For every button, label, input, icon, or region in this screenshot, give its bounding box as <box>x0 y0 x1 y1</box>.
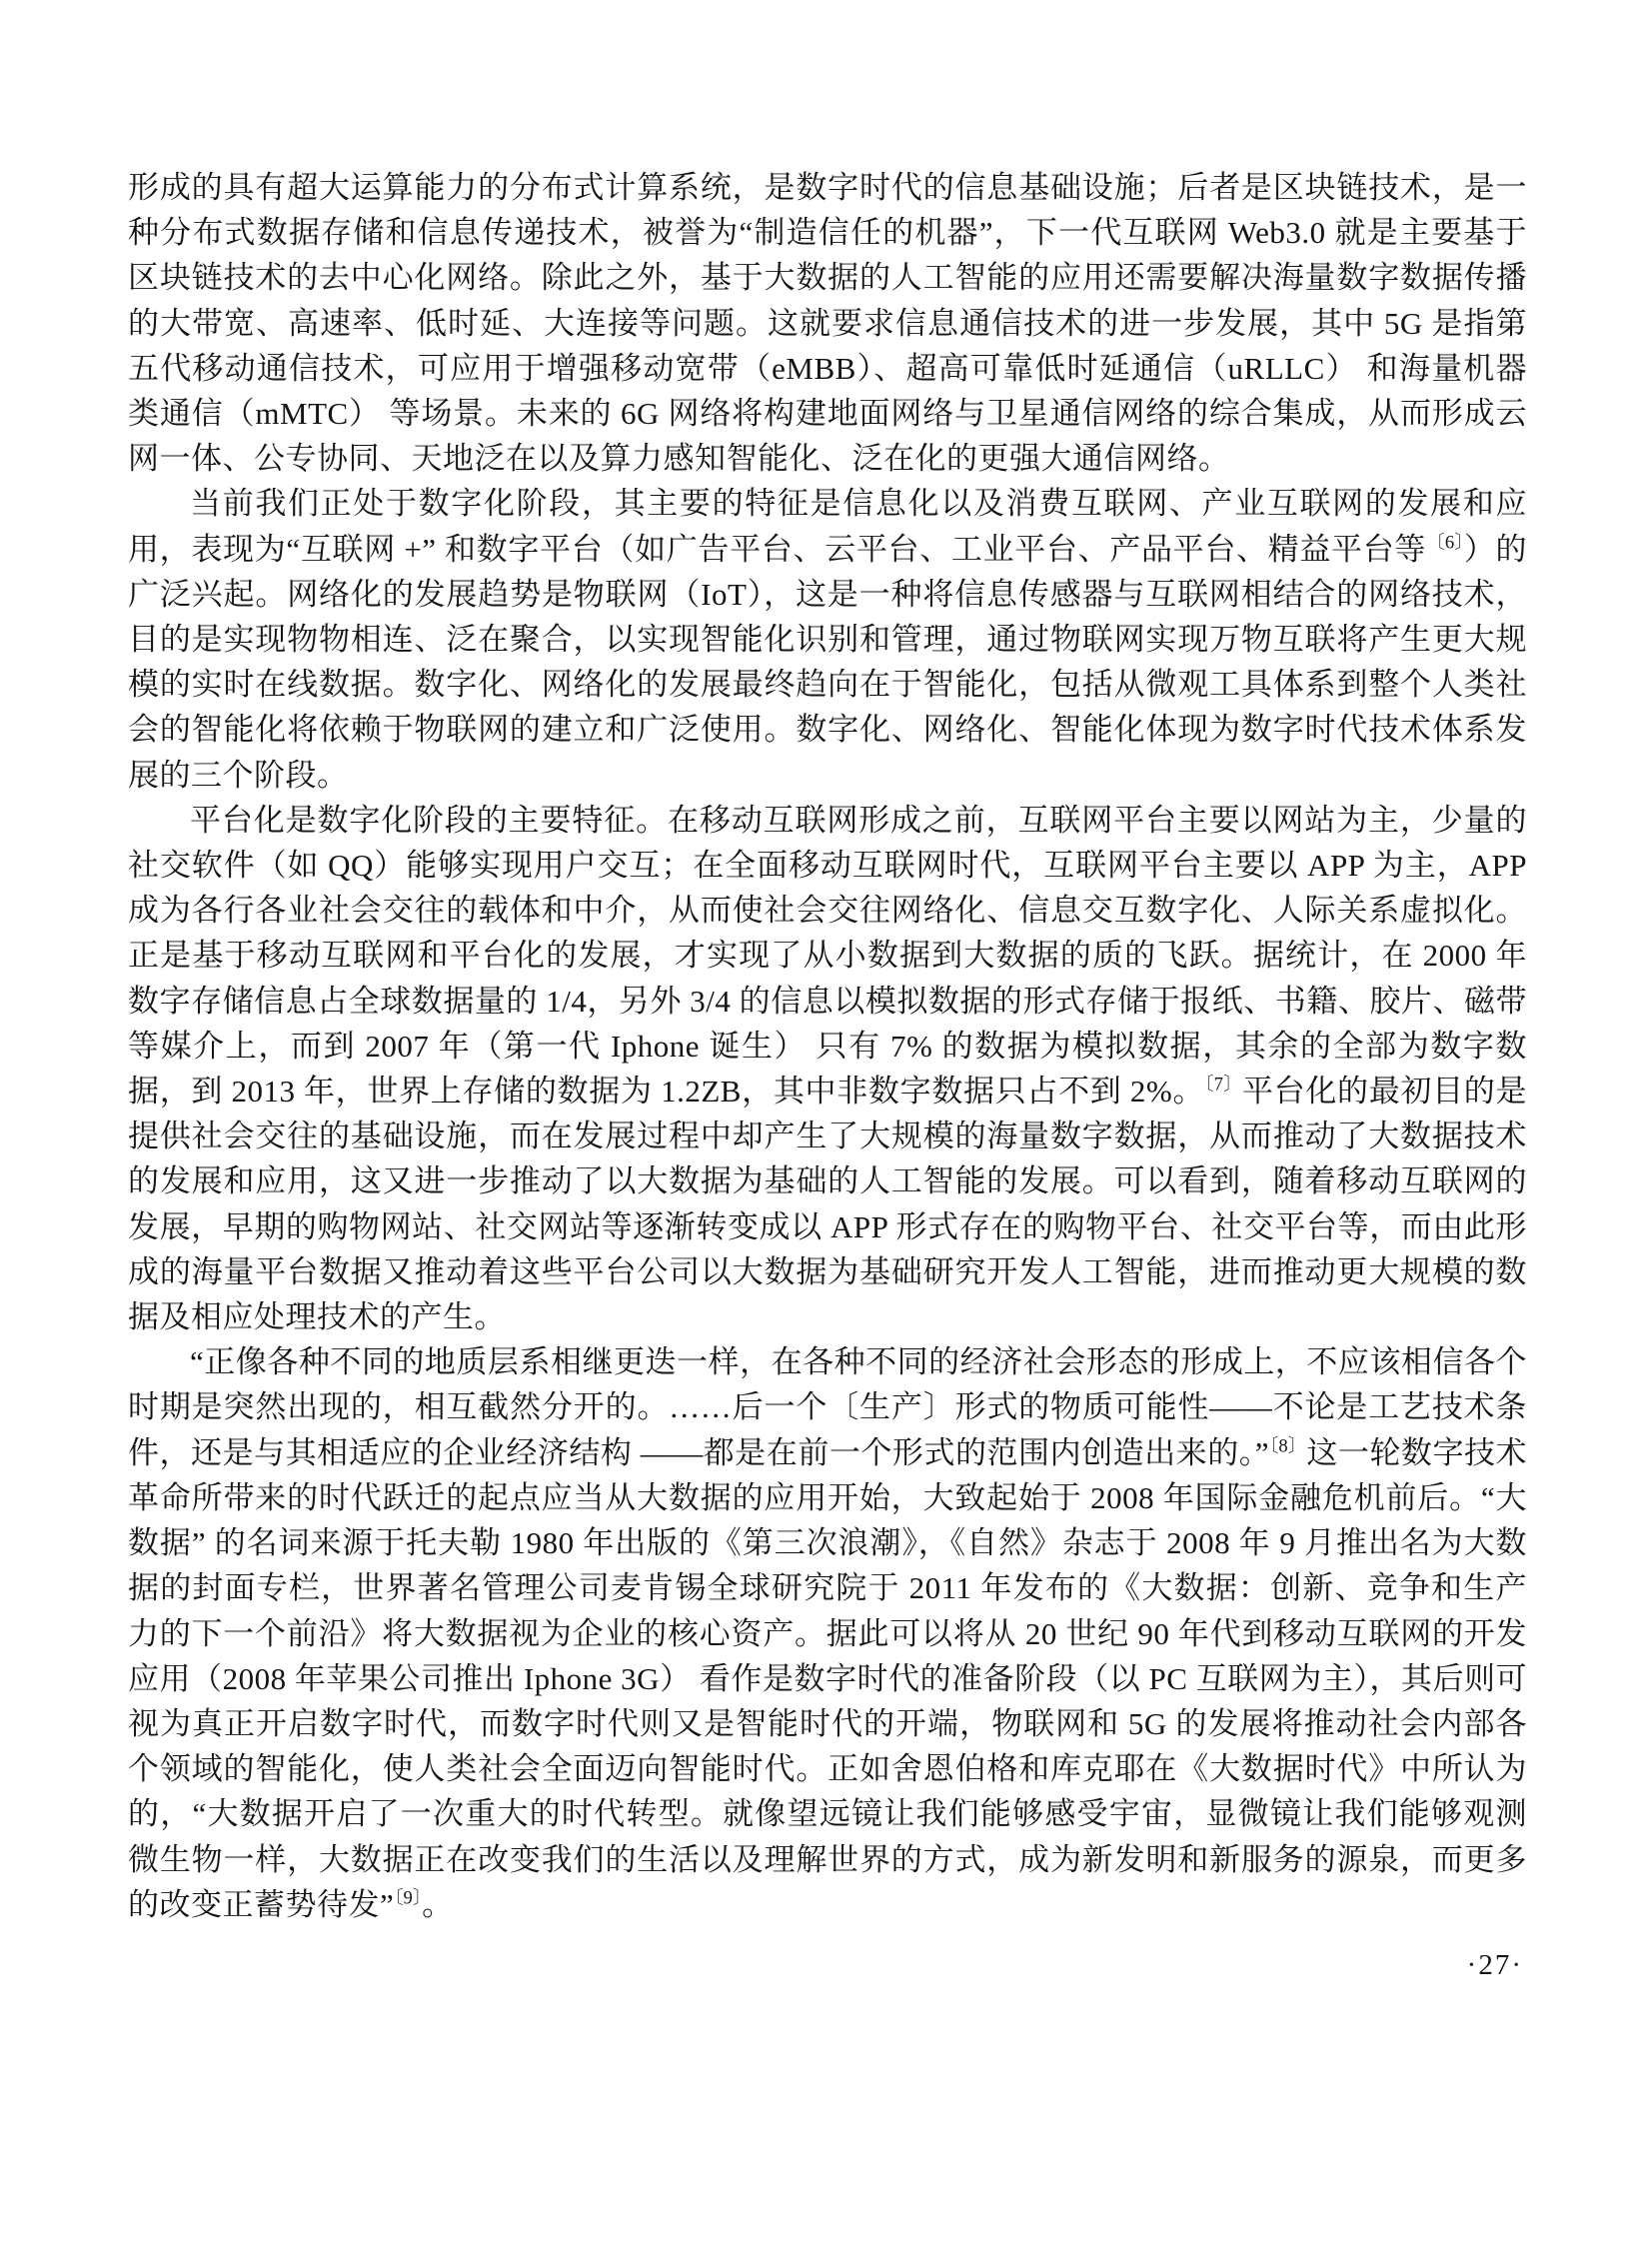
footnote-ref: 〔7〕 <box>1204 1074 1242 1096</box>
text-segment: 形成的具有超大运算能力的分布式计算系统，是数字时代的信息基础设施；后者是区块链技术，是一种分布式数据存储和信息传递技术，被誉为“制造信任的机器”，下一代互联网 Web3.0 就是主要基于区块链技术的去中心化网络。除此之外，基于大数据的人工智能的应用还需要解决海量数字数据传播的大带宽、高速率、低时延、大连接等问题。这就要求信息通信技术的进一步发展，其中 5G 是指第五代移动通信技术，可应用于增强移动宽带（eMBB）、超高可靠低时延通信（uRLLC） 和海量机器类通信（mMTC） 等场景。未来的 6G 网络将构建地面网络与卫星通信网络的综合集成，从而形成云网一体、公专协同、天地泛在以及算力感知智能化、泛在化的更强大通信网络。 <box>128 170 1527 477</box>
paragraph <box>128 165 1527 481</box>
text-segment: 。 <box>422 1886 454 1922</box>
footnote-ref: 〔9〕 <box>394 1887 423 1909</box>
text-segment: 当前我们正处于数字化阶段，其主要的特征是信息化以及消费互联网、产业互联网的发展和应用，表现为“互联网 +” 和数字平台（如广告平台、云平台、工业平台、产品平台、精益平台等 <box>128 486 1527 567</box>
paragraph <box>128 1339 1527 1927</box>
text-segment: 平台化是数字化阶段的主要特征。在移动互联网形成之前，互联网平台主要以网站为主，少量的社交软件（如 QQ）能够实现用户交互；在全面移动互联网时代，互联网平台主要以 APP 为主，APP 成为各行各业社会交往的载体和中介，从而使社会交往网络化、信息交互数字化、人际关系虚拟化。正是基于移动互联网和平台化的发展，才实现了从小数据到大数据的质的飞跃。据统计，在 2000 年数字存储信息占全球数据量的 1/4，另外 3/4 的信息以模拟数据的形式存储于报纸、书籍、胶片、磁带等媒介上，而到 2007 年（第一代 Iphone 诞生） 只有 7% 的数据为模拟数据，其余的全部为数字数据，到 2013 年，世界上存储的数据为 1.2ZB，其中非数字数据只占不到 2%。 <box>128 802 1527 1110</box>
text-segment: ）的广泛兴起。网络化的发展趋势是物联网（IoT），这是一种将信息传感器与互联网相结合的网络技术，目的是实现物物相连、泛在聚合，以实现智能化识别和管理，通过物联网实现万物互联将产生更大规模的实时在线数据。数字化、网络化的发展最终趋向在于智能化，包括从微观工具体系到整个人类社会的智能化将依赖于物联网的建立和广泛使用。数字化、网络化、智能化体现为数字时代技术体系发展的三个阶段。 <box>128 531 1528 793</box>
page-number: ·27· <box>1466 1948 1523 1981</box>
footnote-ref: 〔6〕 <box>1426 532 1464 554</box>
paragraph <box>128 481 1527 797</box>
text-segment: “正像各种不同的地质层系相继更迭一样，在各种不同的经济社会形态的形成上，不应该相信各个时期是突然出现的，相互截然分开的。……后一个〔生产〕形式的物质可能性——不论是工艺技术条件，还是与其相适应的企业经济结构 ——都是在前一个形式的范围内创造出来的。” <box>128 1344 1527 1470</box>
paragraph-container <box>128 165 1527 1927</box>
paragraph <box>128 798 1527 1339</box>
page-body <box>128 165 1527 1982</box>
footnote-ref: 〔8〕 <box>1269 1435 1307 1457</box>
text-segment: 平台化的最初目的是提供社会交往的基础设施，而在发展过程中却产生了大规模的海量数字数据，从而推动了大数据技术的发展和应用，这又进一步推动了以大数据为基础的人工智能的发展。可以看到，随着移动互联网的发展，早期的购物网站、社交网站等逐渐转变成以 APP 形式存在的购物平台、社交平台等，而由此形成的海量平台数据又推动着这些平台公司以大数据为基础研究开发人工智能，进而推动更大规模的数据及相应处理技术的产生。 <box>128 1074 1528 1335</box>
text-segment: 这一轮数字技术革命所带来的时代跃迁的起点应当从大数据的应用开始，大致起始于 2008 年国际金融危机前后。“大数据” 的名词来源于托夫勒 1980 年出版的《第三次浪潮》，《自然》杂志于 2008 年 9 月推出名为大数据的封面专栏，世界著名管理公司麦肯锡全球研究院于 2011 年发布的《大数据：创新、竞争和生产力的下一个前沿》将大数据视为企业的核心资产。据此可以将从 20 世纪 90 年代到移动互联网的开发应用（2008 年苹果公司推出 Iphone 3G） 看作是数字时代的准备阶段（以 PC 互联网为主），其后则可视为真正开启数字时代，而数字时代则又是智能时代的开端，物联网和 5G 的发展将推动社会内部各个领域的智能化，使人类社会全面迈向智能时代。正如舍恩伯格和库克耶在《大数据时代》中所认为的，“大数据开启了一次重大的时代转型。就像望远镜让我们能够感受宇宙，显微镜让我们能够观测微生物一样，大数据正在改变我们的生活以及理解世界的方式，成为新发明和新服务的源泉，而更多的改变正蓄势待发” <box>128 1434 1528 1922</box>
